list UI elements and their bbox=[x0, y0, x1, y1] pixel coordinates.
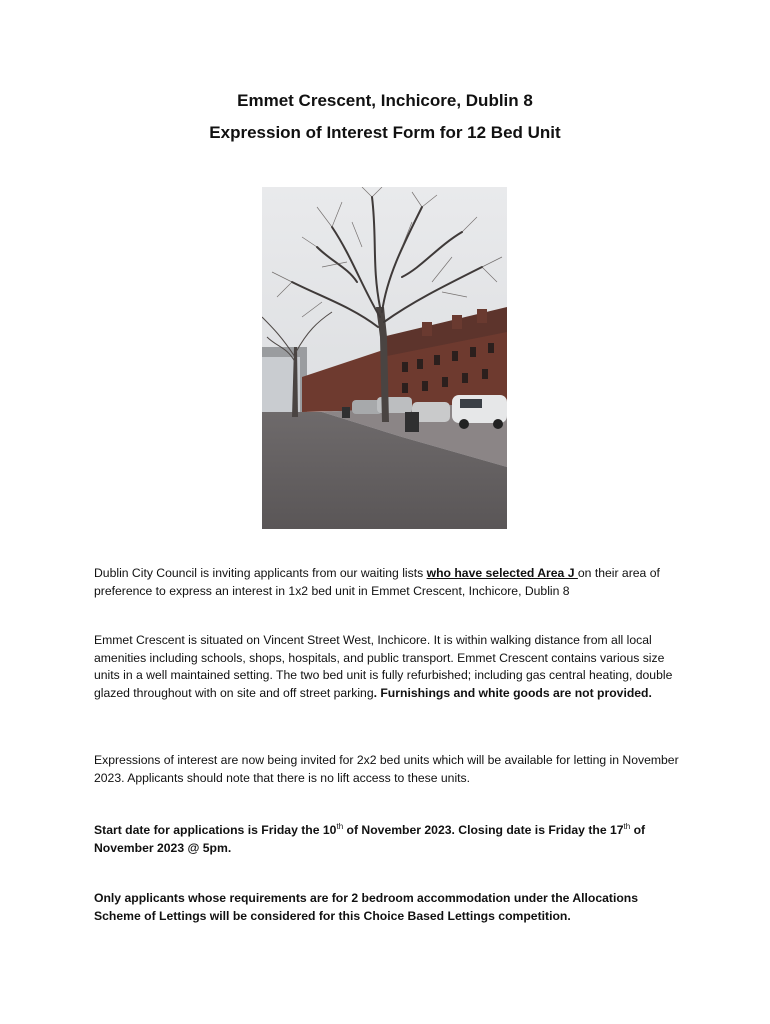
intro-text-continued: on their area of preference to express an interest in 1x2 bed unit in Emmet Crescent, Inchicore, Dublin 8 bbox=[94, 566, 660, 598]
location-text: Emmet Crescent is situated on Vincent Street West, Inchicore. It is within walking distance from all local amenities including schools, shops, hospitals, and public transport. Emmet Crescent contains various size units in a well maintained setting. The two bed unit is fully refurbished; including gas central heating, double glazed throughout with on site and off street parking bbox=[94, 633, 673, 700]
closing-time-text: of November 2023 @ 5pm. bbox=[94, 823, 646, 855]
closing-date-text: of November 2023. Closing date is Friday the 17 bbox=[343, 823, 624, 837]
document-subtitle: Expression of Interest Form for 12 Bed Unit bbox=[209, 123, 561, 142]
dates-paragraph bbox=[94, 822, 684, 857]
area-j-emphasis: who have selected Area J bbox=[426, 566, 578, 580]
ordinal-suffix: th bbox=[336, 821, 344, 831]
location-paragraph bbox=[94, 632, 684, 702]
intro-text: Dublin City Council is inviting applicants from our waiting lists bbox=[94, 566, 427, 580]
ordinal-suffix: th bbox=[623, 821, 631, 831]
availability-paragraph: Expressions of interest are now being invited for 2x2 bed units which will be available for letting in November 2023. Applicants should note that there is no lift access to these units. bbox=[94, 753, 679, 785]
intro-paragraph bbox=[94, 565, 684, 600]
street-photo bbox=[262, 187, 507, 529]
document-title: Emmet Crescent, Inchicore, Dublin 8 bbox=[237, 91, 533, 110]
start-date-text: Start date for applications is Friday the 10 bbox=[94, 823, 337, 837]
furnishings-notice: . Furnishings and white goods are not provided. bbox=[373, 685, 652, 700]
eligibility-paragraph: Only applicants whose requirements are for 2 bedroom accommodation under the Allocations Scheme of Lettings will be considered for this Choice Based Lettings competition. bbox=[94, 891, 639, 923]
